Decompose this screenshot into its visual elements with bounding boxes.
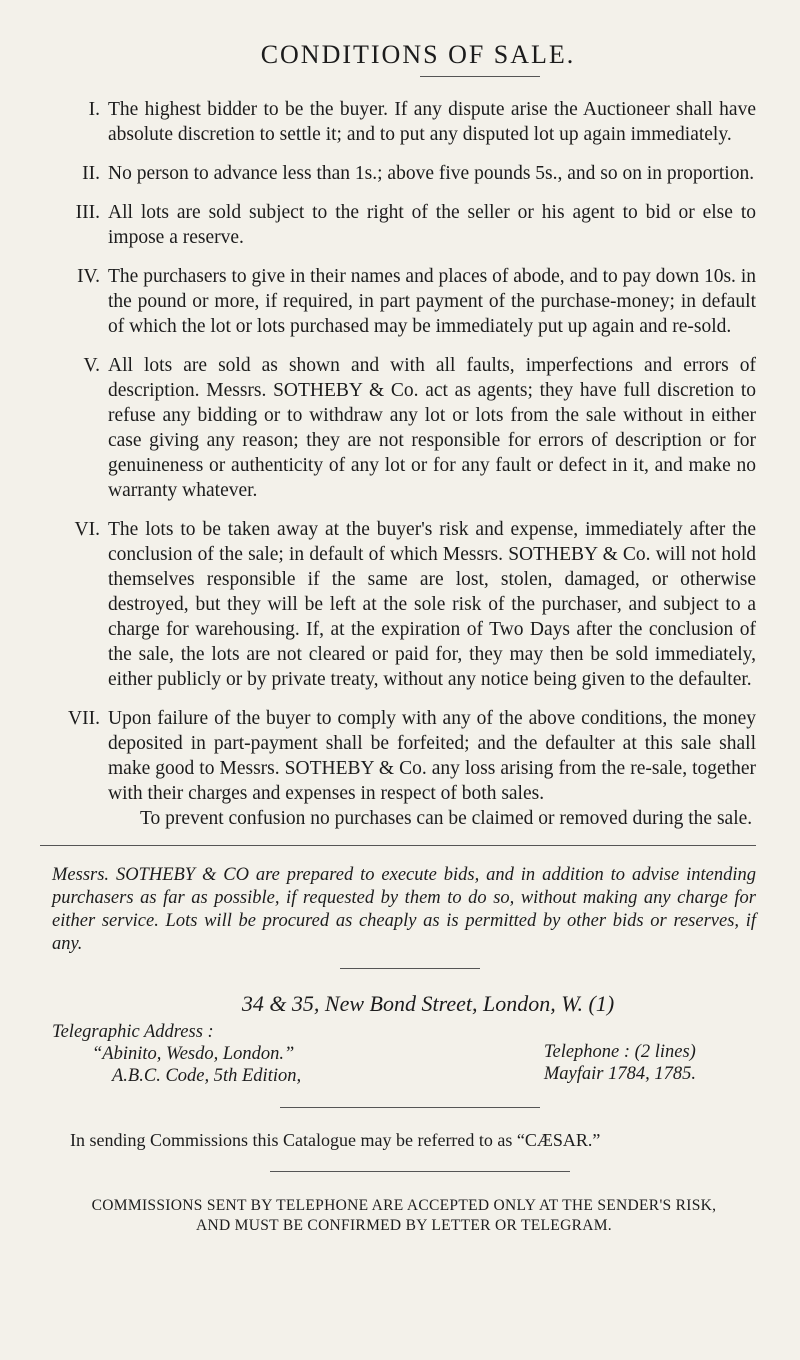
telephone-commission-notice xyxy=(52,1196,756,1236)
condition-text: All lots are sold subject to the right of the seller or his agent to bid or else to impose a reserve. xyxy=(108,202,756,248)
telephone-block xyxy=(544,1021,756,1087)
condition-number: VI. xyxy=(74,519,100,540)
condition-text: The lots to be taken away at the buyer's risk and expense, immediately after the conclusion of the sale; in default of which Messrs. SOTHEBY & Co. will not hold themselves responsible if the same are lost, stolen, damaged, or otherwise destroyed, but they will be left at the sole risk of the purchaser, and subject to a charge for warehousing. If, at the expiration of Two Days after the conclusion of the sale, the lots are not cleared or paid for, they may then be sold immediately, either publicly or by private treaty, without any notice being given to the defaulter. xyxy=(108,519,756,690)
catalogue-reference-note: In sending Commissions this Catalogue may be referred to as “CÆSAR.” xyxy=(70,1130,601,1150)
section-divider xyxy=(40,845,756,846)
condition-text: The highest bidder to be the buyer. If any dispute arise the Auctioneer shall have absolute discretion to settle it; and to put any disputed lot up again immediately. xyxy=(108,99,756,145)
notice-line-2: AND MUST BE CONFIRMED BY LETTER OR TELEGRAM. xyxy=(196,1217,612,1234)
page-title: CONDITIONS OF SALE. xyxy=(260,40,576,69)
title-divider xyxy=(420,76,540,77)
abc-code: A.B.C. Code, 5th Edition, xyxy=(112,1066,302,1086)
condition-text: No person to advance less than 1s.; above five pounds 5s., and so on in proportion. xyxy=(108,163,755,184)
footer-divider xyxy=(270,1171,570,1172)
condition-subnote: To prevent confusion no purchases can be claimed or removed during the sale. xyxy=(140,808,753,829)
condition-number: II. xyxy=(82,163,100,184)
telegraphic-label: Telegraphic Address : xyxy=(52,1022,214,1042)
conditions-list xyxy=(40,97,756,831)
condition-text-wrapper xyxy=(108,706,756,831)
condition-item xyxy=(40,161,756,186)
condition-number: III. xyxy=(75,202,100,223)
condition-number: I. xyxy=(88,99,100,120)
condition-item xyxy=(40,264,756,339)
telephone-label: Telephone : (2 lines) xyxy=(543,1042,696,1062)
condition-text: The purchasers to give in their names and places of abode, and to pay down 10s. in the pound or more, if required, in part payment of the purchase-money; in default of which the lot or lots purchased may be immediately put up again and re-sold. xyxy=(108,266,756,337)
contact-block xyxy=(52,1021,756,1087)
address-divider xyxy=(280,1107,540,1108)
notice-line-1: COMMISSIONS SENT BY TELEPHONE ARE ACCEPTED ONLY AT THE SENDER'S RISK, xyxy=(91,1197,717,1214)
telegraphic-value: “Abinito, Wesdo, London.” xyxy=(92,1044,295,1064)
condition-number: IV. xyxy=(77,266,100,287)
condition-item xyxy=(40,517,756,692)
condition-item xyxy=(40,200,756,250)
commission-note: Messrs. SOTHEBY & CO are prepared to execute bids, and in addition to advise intending purchasers as far as possible, if requested by them to do so, without making any charge for either service. Lots will be procured as cheaply as is permitted by other bids or reserves, if any. xyxy=(52,865,756,954)
telegraphic-block xyxy=(52,1021,301,1087)
condition-number: V. xyxy=(83,355,100,376)
street-address: 34 & 35, New Bond Street, London, W. (1) xyxy=(241,991,615,1016)
condition-item xyxy=(40,353,756,503)
condition-item xyxy=(40,706,756,831)
condition-number: VII. xyxy=(68,708,100,729)
telephone-value: Mayfair 1784, 1785. xyxy=(543,1064,696,1084)
condition-item xyxy=(40,97,756,147)
condition-text: Upon failure of the buyer to comply with any of the above conditions, the money deposited in part-payment shall be forfeited; and the defaulter at this sale shall make good to Messrs. SOTHEBY & Co. any loss arising from the re-sale, together with their charges and expenses in respect of both sales. xyxy=(108,708,756,804)
condition-text: All lots are sold as shown and with all faults, imperfections and errors of description. Messrs. SOTHEBY & Co. act as agents; they have full discretion to refuse any bidding or to withdraw any lot or lots from the sale without in either case giving any reason; they are not responsible for errors of description or for genuineness or authenticity of any lot or for any fault or defect in it, and make no warranty whatever. xyxy=(108,355,756,501)
short-divider xyxy=(340,968,480,969)
